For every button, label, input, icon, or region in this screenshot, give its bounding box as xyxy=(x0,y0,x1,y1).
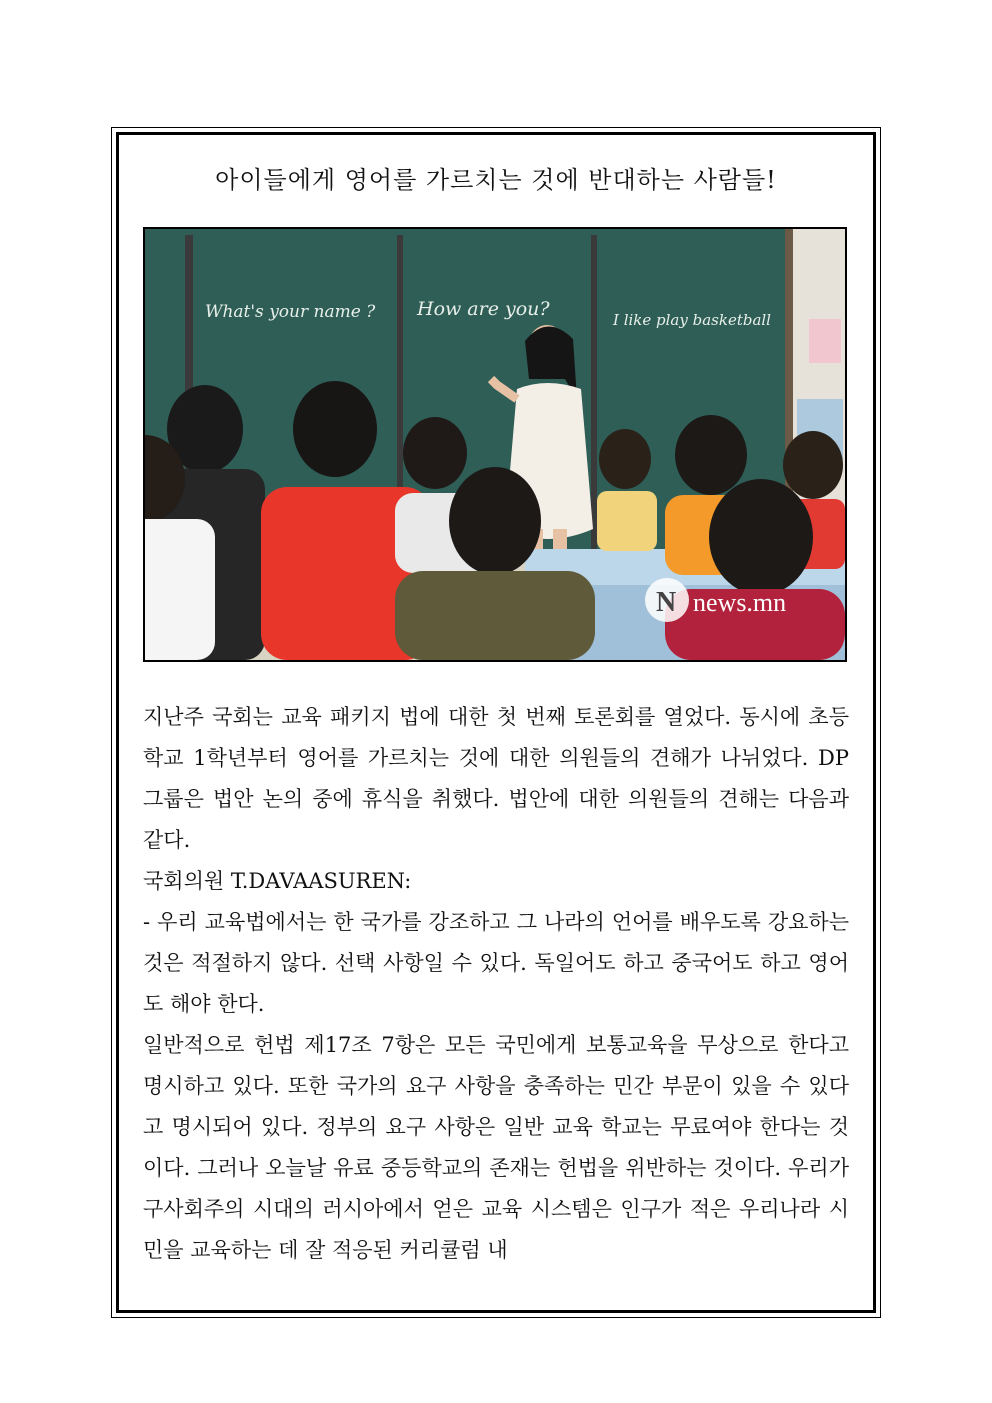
article-title: 아이들에게 영어를 가르치는 것에 반대하는 사람들! xyxy=(215,166,777,194)
paragraph-quote: - 우리 교육법에서는 한 국가를 강조하고 그 나라의 언어를 배우도록 강요하는 것은 적절하지 않다. 선택 사항일 수 있다. 독일어도 하고 중국어도 하고 영어도 해야 한다. xyxy=(143,910,849,1016)
paragraph-intro: 지난주 국회는 교육 패키지 법에 대한 첫 번째 토론회를 열었다. 동시에 초등학교 1학년부터 영어를 가르치는 것에 대한 의원들의 견해가 나뉘었다. DP 그룹은 법안 논의 중에 휴식을 취했다. 법안에 대한 의원들의 견해는 다음과 같다. xyxy=(143,705,849,852)
board-text-3: I like play basketball xyxy=(613,311,771,329)
watermark-logo: N xyxy=(656,587,677,618)
board-text-1: What's your name ? xyxy=(205,302,376,322)
paragraph-speaker: 국회의원 T.DAVAASUREN: xyxy=(143,869,412,893)
article-photo xyxy=(143,227,847,662)
watermark-text: news.mn xyxy=(693,588,787,617)
article-body xyxy=(143,697,849,1271)
board-text-2: How are you? xyxy=(417,298,550,320)
paragraph-constitution: 일반적으로 헌법 제17조 7항은 모든 국민에게 보통교육을 무상으로 한다고 명시하고 있다. 또한 국가의 요구 사항을 충족하는 민간 부문이 있을 수 있다고 명시되어 있다. 정부의 요구 사항은 일반 교육 학교는 무료여야 한다는 것이다. 그러나 오늘날 유료 중등학교의 존재는 헌법을 위반하는 것이다. 우리가 구사회주의 시대의 러시아에서 얻은 교육 시스템은 인구가 적은 우리나라 시민을 교육하는 데 잘 적응된 커리큘럼 내 xyxy=(143,1033,849,1262)
